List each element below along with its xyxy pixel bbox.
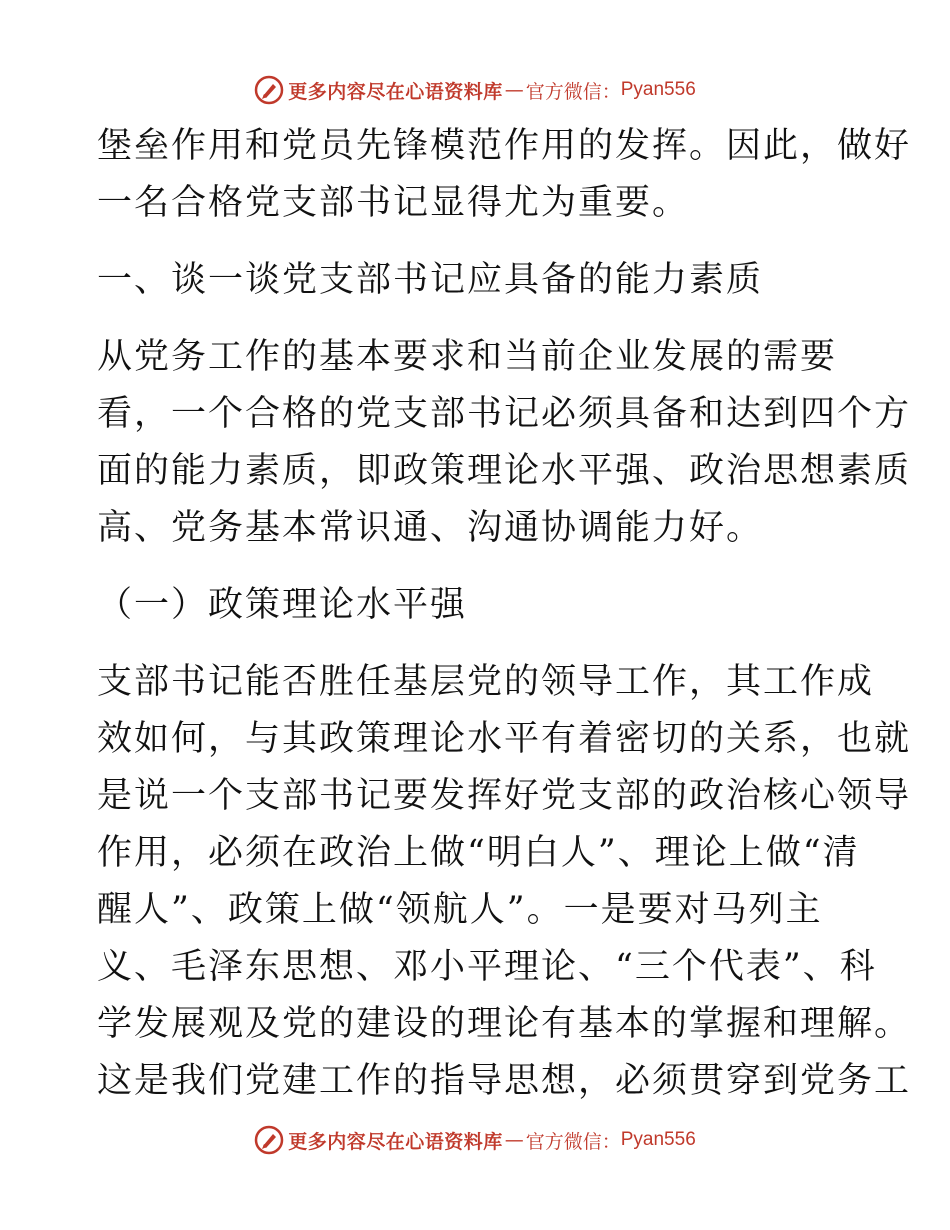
watermark-separator: —	[504, 1129, 524, 1151]
watermark-wechat-label: 官方微信：	[525, 1130, 621, 1153]
footer-watermark	[0, 1120, 950, 1160]
header-watermark	[0, 70, 950, 110]
body-line: 作用，必须在政治上做“明白人”、理论上做“清	[97, 833, 860, 873]
body-line: 学发展观及党的建设的理论有基本的掌握和理解。	[97, 1004, 912, 1044]
body-line: 堡垒作用和党员先锋模范作用的发挥。因此，做好	[97, 126, 912, 166]
body-line: 这是我们党建工作的指导思想，必须贯穿到党务工	[97, 1061, 912, 1101]
body-line: 醒人”、政策上做“领航人”。一是要对马列主	[97, 890, 823, 930]
watermark-wechat-label: 官方微信：	[525, 80, 621, 103]
body-line: 面的能力素质，即政策理论水平强、政治思想素质	[97, 451, 912, 491]
body-line: 看，一个合格的党支部书记必须具备和达到四个方	[97, 394, 912, 434]
section-heading: 一、谈一谈党支部书记应具备的能力素质	[97, 260, 764, 300]
body-line: 一名合格党支部书记显得尤为重要。	[97, 183, 690, 223]
watermark-separator: —	[504, 79, 524, 101]
body-line: 从党务工作的基本要求和当前企业发展的需要	[97, 337, 838, 377]
body-line: 义、毛泽东思想、邓小平理论、“三个代表”、科	[97, 947, 877, 987]
body-line: 高、党务基本常识通、沟通协调能力好。	[97, 508, 764, 548]
body-line: 效如何，与其政策理论水平有着密切的关系，也就	[97, 719, 912, 759]
watermark-wechat-id: Pyan556	[620, 1129, 696, 1150]
watermark-brand: 更多内容尽在心语资料库	[288, 80, 503, 103]
body-line: 是说一个支部书记要发挥好党支部的政治核心领导	[97, 776, 912, 816]
watermark-wechat-id: Pyan556	[620, 79, 696, 100]
subsection-heading: （一）政策理论水平强	[97, 585, 468, 625]
document-body	[97, 118, 912, 1110]
body-line: 支部书记能否胜任基层党的领导工作，其工作成	[97, 662, 875, 702]
watermark-brand: 更多内容尽在心语资料库	[288, 1130, 503, 1153]
pen-nib-logo-icon	[254, 1125, 284, 1155]
pen-nib-logo-icon	[254, 75, 284, 105]
